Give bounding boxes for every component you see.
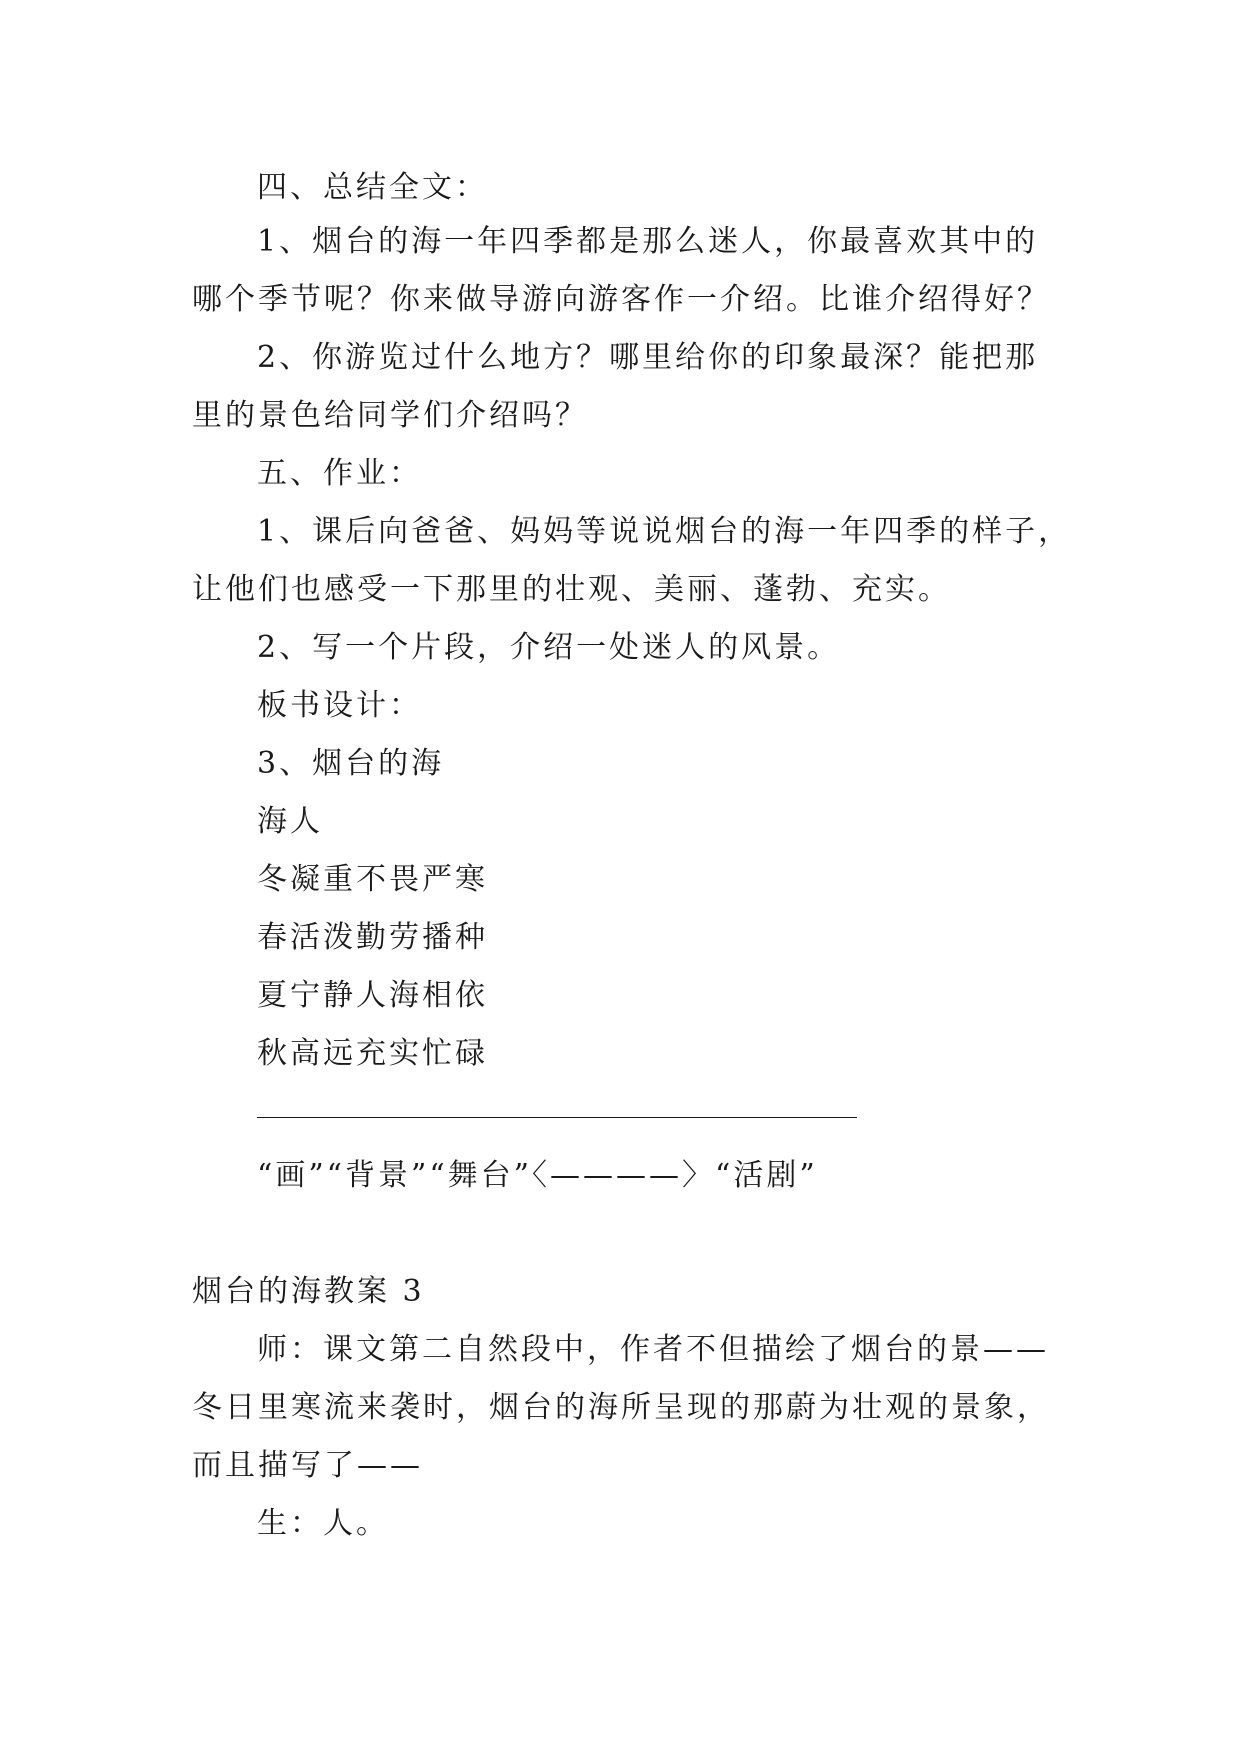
lesson3-paragraph-1-line-2: 冬日里寒流来袭时，烟台的海所呈现的那蔚为壮观的景象， <box>192 1390 1050 1425</box>
board-subtitle: 海人 <box>257 804 323 839</box>
summary-paragraph-2-line-2: 里的景色给同学们介绍吗？ <box>192 398 588 433</box>
summary-paragraph-2-line-1: 2、你游览过什么地方？哪里给你的印象最深？能把那 <box>257 340 1039 375</box>
homework-heading: 五、作业： <box>257 456 422 491</box>
board-footer: “画”“背景”“舞台”〈————〉“活剧” <box>257 1158 818 1193</box>
board-divider <box>257 1117 857 1118</box>
lesson3-paragraph-2: 生：人。 <box>257 1506 389 1541</box>
board-row-autumn: 秋高远充实忙碌 <box>257 1036 488 1071</box>
homework-paragraph-2: 2、写一个片段，介绍一处迷人的风景。 <box>257 630 841 665</box>
board-title: 3、烟台的海 <box>257 746 445 781</box>
lesson3-paragraph-1-line-1: 师：课文第二自然段中，作者不但描绘了烟台的景—— <box>257 1332 1049 1367</box>
summary-paragraph-1-line-2: 哪个季节呢？你来做导游向游客作一介绍。比谁介绍得好？ <box>192 282 1050 317</box>
lesson3-paragraph-1-line-3: 而且描写了—— <box>192 1448 423 1483</box>
homework-paragraph-1-line-1: 1、课后向爸爸、妈妈等说说烟台的海一年四季的样子， <box>257 514 1072 549</box>
summary-heading: 四、总结全文： <box>257 170 488 205</box>
summary-paragraph-1-line-1: 1、烟台的海一年四季都是那么迷人，你最喜欢其中的 <box>257 224 1039 259</box>
board-row-summer: 夏宁静人海相依 <box>257 978 488 1013</box>
lesson3-title: 烟台的海教案 3 <box>192 1274 425 1309</box>
board-heading: 板书设计： <box>257 688 422 723</box>
board-row-winter: 冬凝重不畏严寒 <box>257 862 488 897</box>
board-row-spring: 春活泼勤劳播种 <box>257 920 488 955</box>
homework-paragraph-1-line-2: 让他们也感受一下那里的壮观、美丽、蓬勃、充实。 <box>192 572 951 607</box>
